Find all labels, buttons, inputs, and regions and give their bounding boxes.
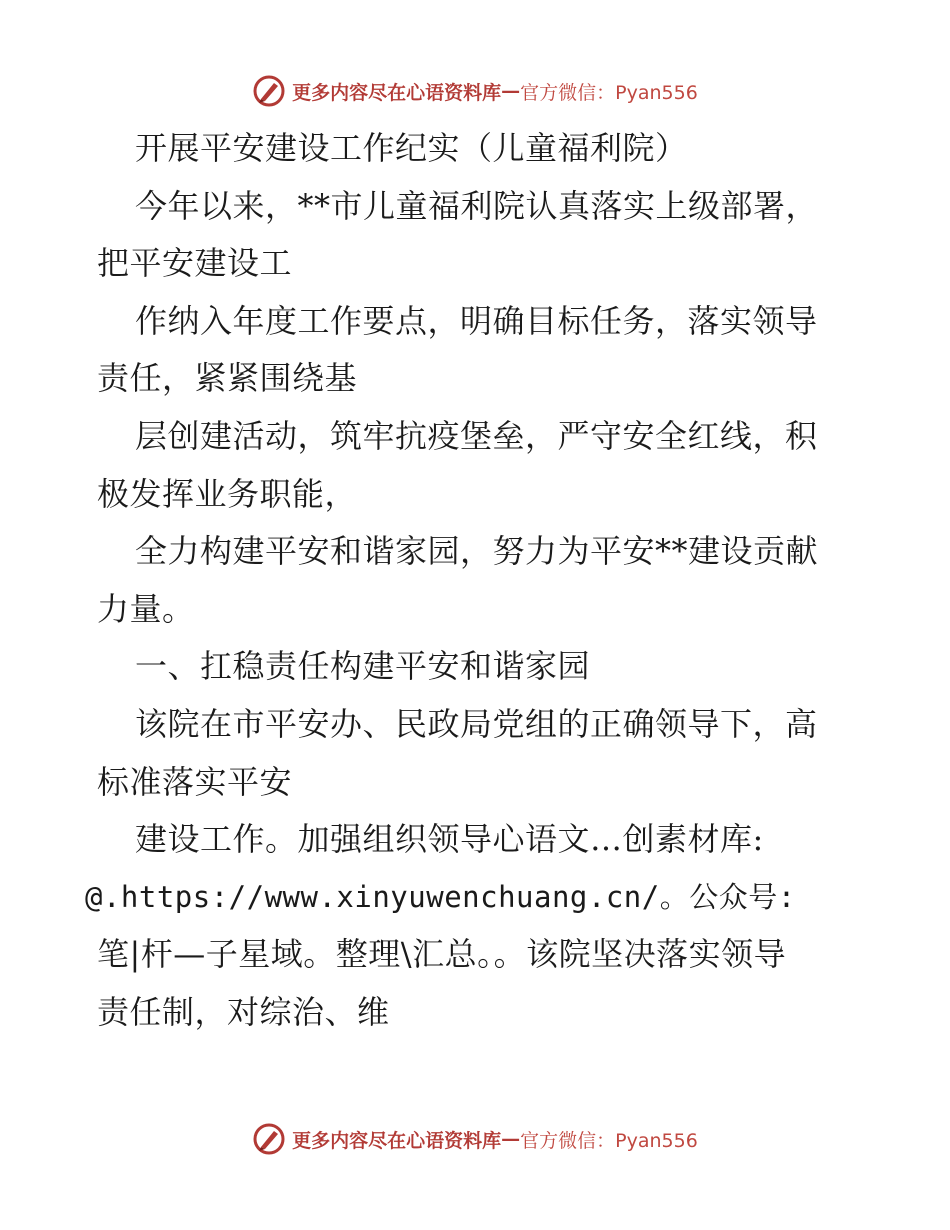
pen-logo-icon — [252, 74, 286, 108]
body-line-url: @.https://www.xinyuwenchuang.cn/。公众号: — [85, 879, 796, 914]
header-watermark-banner — [0, 71, 950, 111]
banner-dash: — — [501, 80, 521, 102]
body-line: 笔|杆—子星域。整理\汇总。。该院坚决落实领导 — [97, 935, 787, 974]
banner-wechat: 官方微信：Pyan556 — [520, 81, 698, 104]
banner-dash: — — [501, 1128, 521, 1150]
body-line: 该院在市平安办、民政局党组的正确领导下，高 — [135, 704, 818, 743]
body-line: 今年以来，**市儿童福利院认真落实上级部署， — [135, 186, 819, 225]
body-line: 一、扛稳责任构建平安和谐家园 — [135, 647, 591, 686]
body-line: 开展平安建设工作纪实（儿童福利院） — [135, 129, 688, 167]
banner-text: 更多内容尽在心语资料库 — [292, 81, 502, 104]
body-line: 把平安建设工 — [97, 244, 293, 283]
body-line: 层创建活动，筑牢抗疫堡垒，严守安全红线，积 — [135, 416, 818, 455]
banner-text: 更多内容尽在心语资料库 — [292, 1129, 502, 1152]
document-body — [85, 120, 857, 1042]
body-line: 力量。 — [97, 589, 195, 628]
footer-watermark-banner — [0, 1119, 950, 1159]
pen-logo-icon — [252, 1122, 286, 1156]
body-line: 标准落实平安 — [97, 762, 293, 801]
body-line: 责任制，对综治、维 — [97, 992, 390, 1031]
body-line: 建设工作。加强组织领导心语文…创素材库: — [135, 820, 764, 859]
banner-wechat: 官方微信：Pyan556 — [520, 1129, 698, 1152]
body-line: 全力构建平安和谐家园，努力为平安**建设贡献 — [135, 532, 819, 571]
body-line: 责任，紧紧围绕基 — [97, 359, 358, 398]
body-line: 极发挥业务职能， — [97, 474, 358, 513]
body-line: 作纳入年度工作要点，明确目标任务，落实领导 — [135, 301, 818, 340]
